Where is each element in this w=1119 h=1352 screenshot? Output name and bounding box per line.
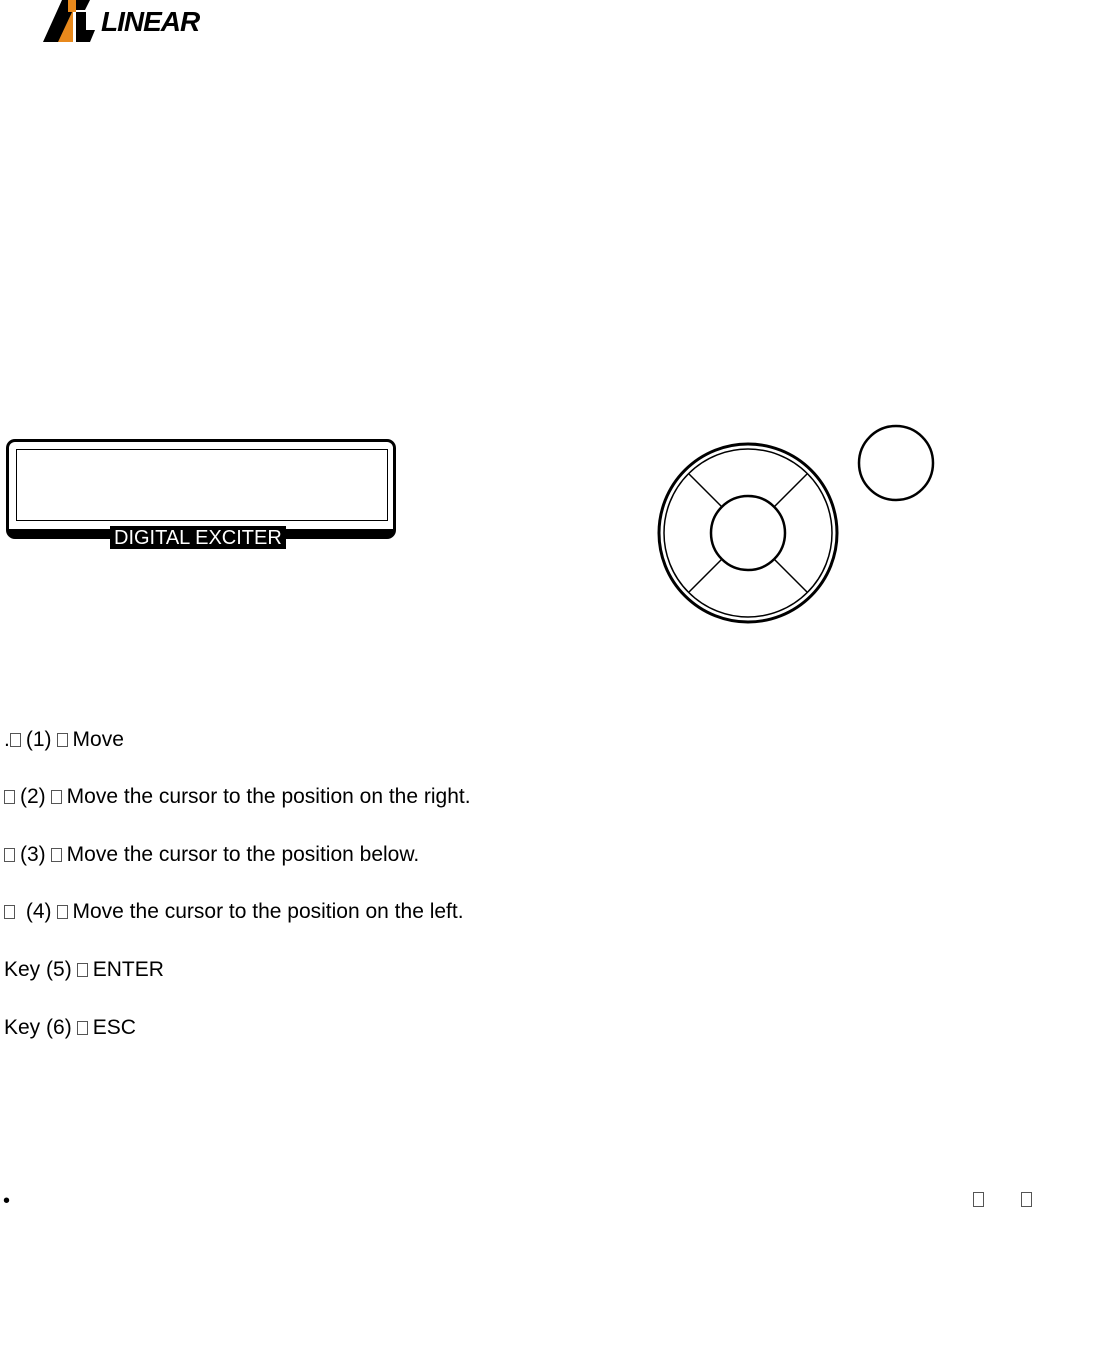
- symbol-icon: [57, 733, 68, 747]
- divider-bottom-right: [774, 559, 807, 592]
- key-line-1: . (1) Move: [4, 728, 124, 751]
- symbol-icon: [51, 848, 62, 862]
- esc-key[interactable]: [859, 426, 933, 500]
- symbol-icon: [51, 790, 62, 804]
- enter-key[interactable]: [711, 496, 785, 570]
- logo-wordmark: LINEAR: [101, 6, 200, 37]
- symbol-icon: [1021, 1192, 1032, 1207]
- key-line-4: (4) Move the cursor to the position on the left.: [4, 899, 464, 925]
- arrow-right-icon: [4, 790, 15, 804]
- lcd-screen: [16, 449, 388, 521]
- key-line-5: Key (5) ENTER: [4, 958, 164, 981]
- bullet-point: •: [3, 1190, 11, 1212]
- arrow-up-icon: [10, 733, 21, 747]
- divider-top-right: [774, 474, 807, 507]
- divider-top-left: [689, 474, 722, 507]
- symbol-icon: [77, 963, 88, 977]
- arrow-left-icon: [4, 905, 15, 919]
- arrow-down-icon: [4, 848, 15, 862]
- lcd-label: DIGITAL EXCITER: [110, 526, 286, 549]
- key-line-6: Key (6) ESC: [4, 1016, 136, 1039]
- symbol-icon: [77, 1021, 88, 1035]
- keypad-outer-ring: [659, 444, 837, 622]
- symbol-icon: [973, 1192, 984, 1207]
- divider-bottom-left: [689, 559, 722, 592]
- navigation-keypad: [654, 420, 944, 630]
- symbol-icon: [57, 905, 68, 919]
- key-line-3: (3) Move the cursor to the position below.: [4, 842, 419, 868]
- key-line-2: (2) Move the cursor to the position on the right.: [4, 784, 471, 810]
